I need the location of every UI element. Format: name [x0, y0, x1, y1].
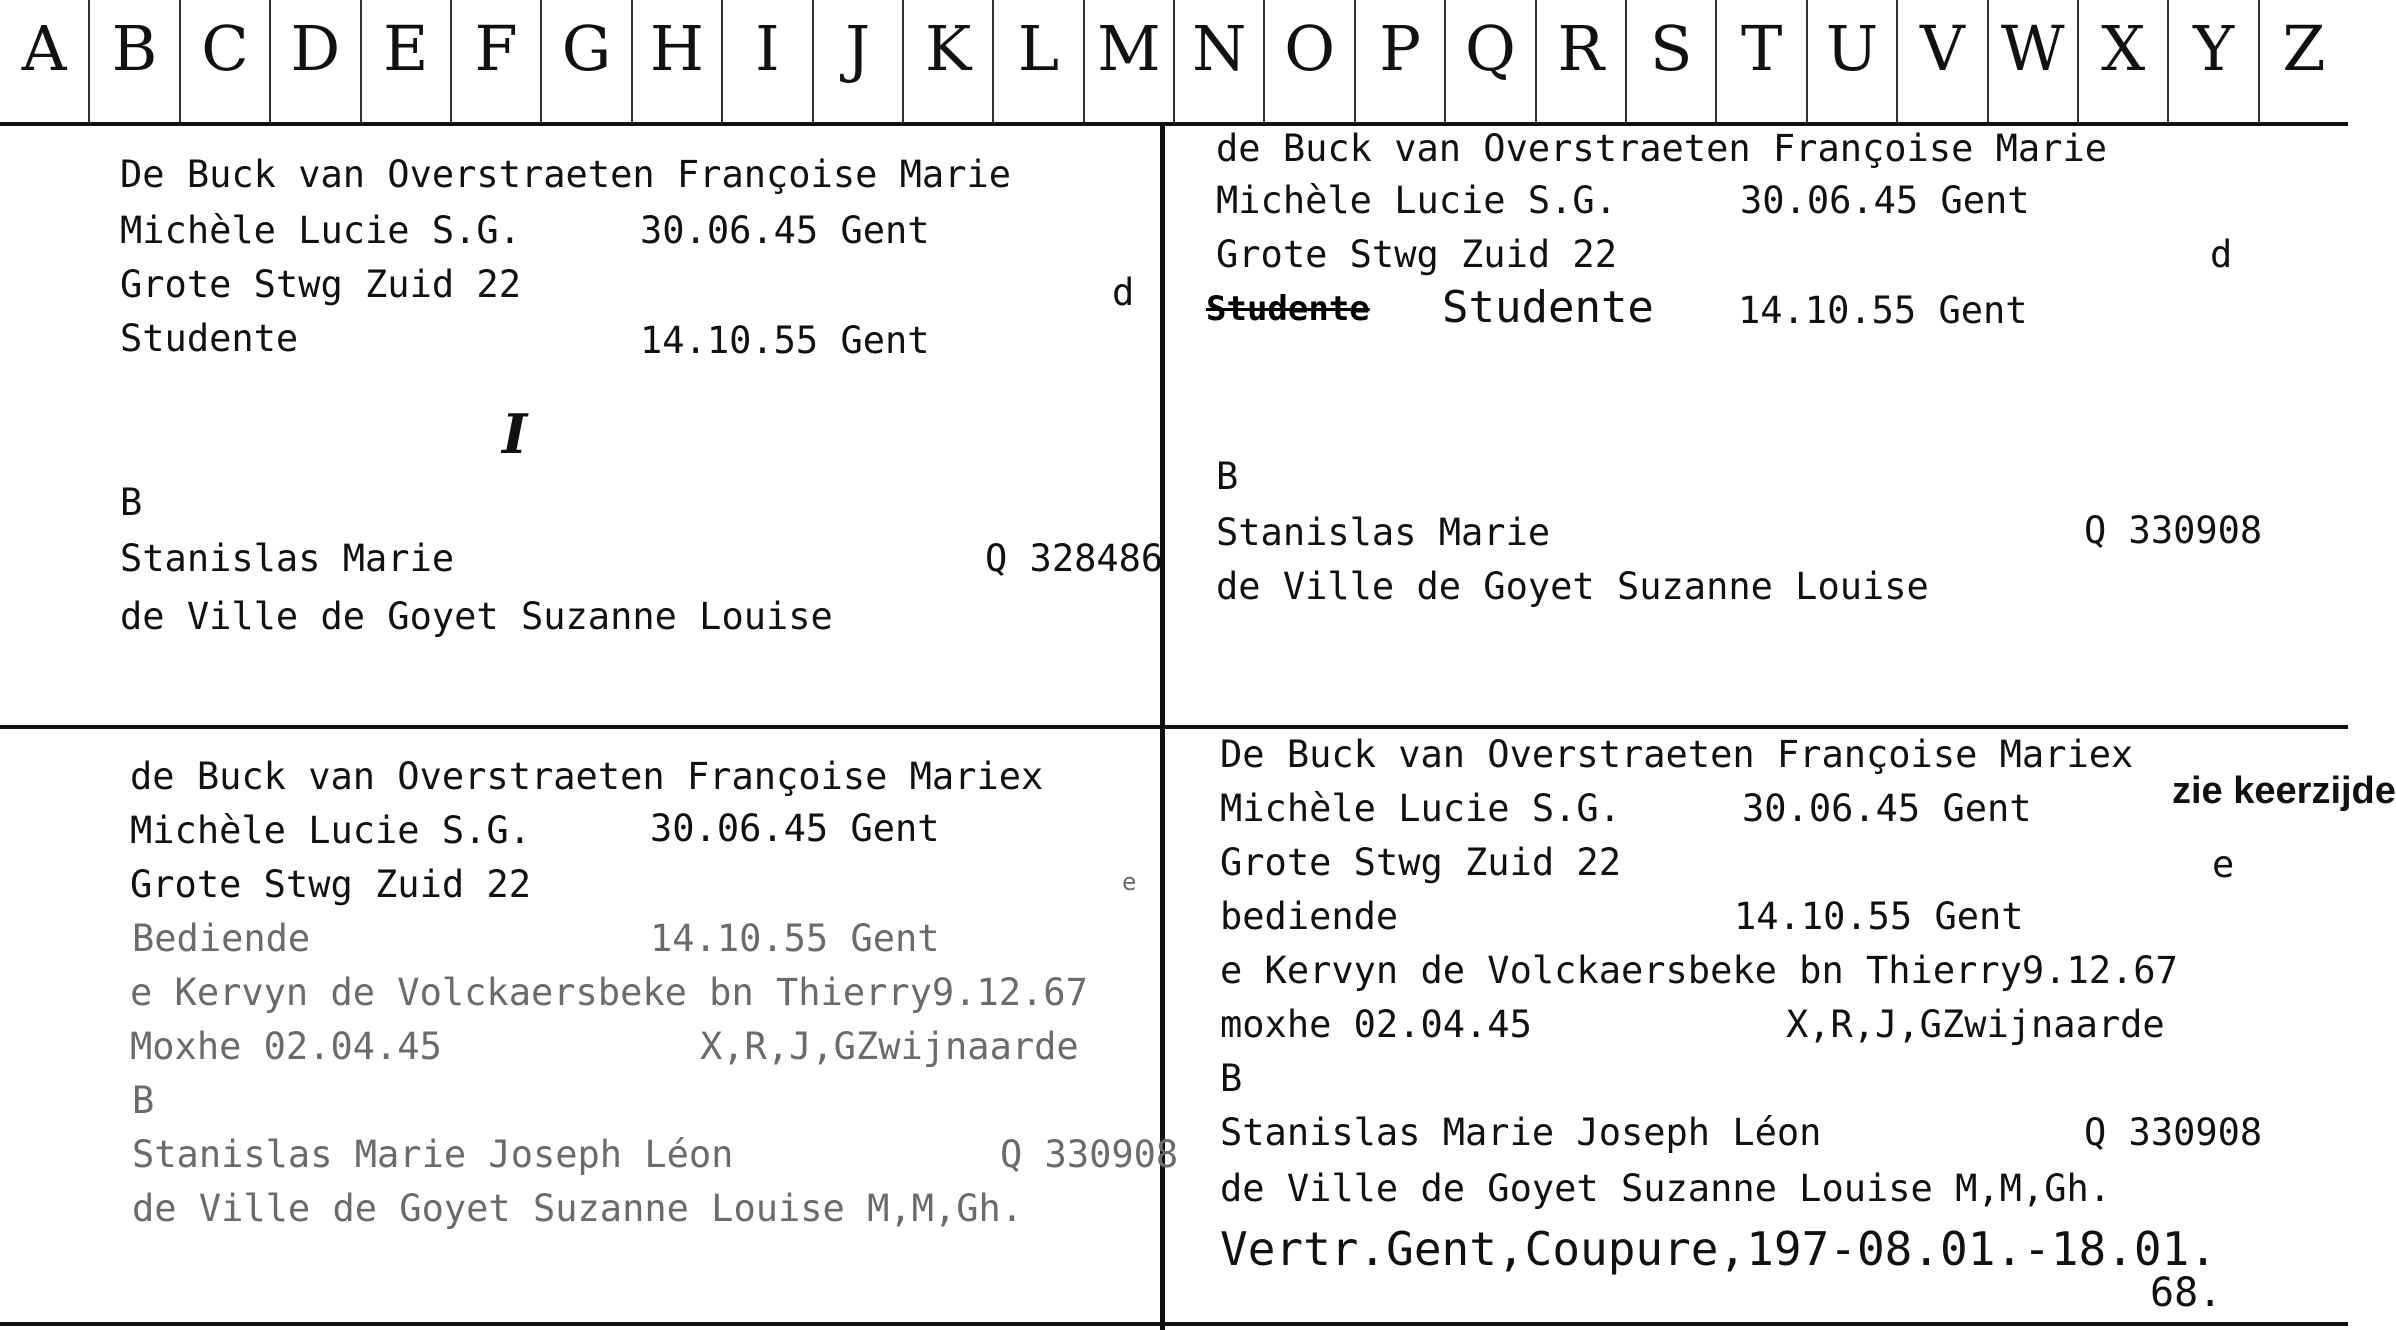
alphabet-letter-d: D [271, 0, 361, 122]
card-name: De Buck van Overstraeten Françoise Marie [120, 153, 1012, 196]
mother-name: de Ville de Goyet Suzanne Louise M,M,Gh. [1220, 1167, 2112, 1210]
mother-name: de Ville de Goyet Suzanne Louise M,M,Gh. [132, 1187, 1024, 1230]
card-given-names: Michèle Lucie S.G. [120, 209, 521, 252]
card-occupation: bediende [1220, 895, 1399, 938]
spouse-place: X,R,J,GZwijnaarde [700, 1025, 1079, 1068]
alphabet-letter-s: S [1627, 0, 1717, 122]
spouse-birth: Moxhe 02.04.45 [130, 1025, 442, 1068]
card-birth: 30.06.45 Gent [1742, 787, 2032, 830]
card-registration: 14.10.55 Gent [650, 917, 940, 960]
alphabet-letter-j: J [814, 0, 904, 122]
alphabet-letter-p: P [1356, 0, 1446, 122]
alphabet-letter-l: L [994, 0, 1084, 122]
card-given-names: Michèle Lucie S.G. [1220, 787, 1621, 830]
alphabet-letter-o: O [1265, 0, 1355, 122]
alphabet-letter-t: T [1717, 0, 1807, 122]
card-code: d [1112, 271, 1135, 314]
alphabet-letter-m: M [1085, 0, 1175, 122]
card-code: e [2212, 843, 2235, 886]
father-name: Stanislas Marie [120, 537, 455, 580]
card-occupation: Studente [120, 317, 299, 360]
transfer-year: 68. [2150, 1270, 2223, 1316]
q-number: Q 330908 [1000, 1133, 1179, 1176]
alphabet-letter-q: Q [1446, 0, 1536, 122]
q-number: Q 328486 [985, 537, 1164, 580]
alphabet-letter-x: X [2079, 0, 2169, 122]
card-address: Grote Stwg Zuid 22 [1220, 841, 1621, 884]
q-number: Q 330908 [2084, 1111, 2263, 1154]
alphabet-letter-f: F [452, 0, 542, 122]
alphabet-letter-a: A [0, 0, 90, 122]
handwritten-mark: I [502, 402, 528, 466]
spouse-birth: moxhe 02.04.45 [1220, 1003, 1532, 1046]
alphabet-letter-y: Y [2169, 0, 2259, 122]
card-top-left [0, 126, 1162, 726]
mother-name: de Ville de Goyet Suzanne Louise [1216, 565, 1929, 608]
card-bottom-left [0, 730, 1179, 1330]
father-name: Stanislas Marie Joseph Léon [132, 1133, 734, 1176]
alphabet-letter-i: I [723, 0, 813, 122]
card-occupation: Studente [1442, 282, 1654, 333]
parent-label: B [1220, 1057, 1243, 1100]
card-given-names: Michèle Lucie S.G. [1216, 179, 1617, 222]
spouse-line: e Kervyn de Volckaersbeke bn Thierry9.12.67 [130, 971, 1088, 1014]
card-bottom-right [1166, 730, 2396, 1330]
mother-name: de Ville de Goyet Suzanne Louise [120, 595, 833, 638]
card-name: De Buck van Overstraeten Françoise Mariex [1220, 733, 2134, 776]
card-registration: 14.10.55 Gent [1738, 289, 2028, 332]
alphabet-letter-v: V [1898, 0, 1988, 122]
card-given-names: Michèle Lucie S.G. [130, 809, 531, 852]
see-reverse-note: zie keerzijde [2172, 770, 2396, 812]
card-address: Grote Stwg Zuid 22 [1216, 233, 1617, 276]
alphabet-letter-e: E [362, 0, 452, 122]
alphabet-letter-k: K [904, 0, 994, 122]
parent-label: B [132, 1079, 155, 1122]
card-name: de Buck van Overstraeten Françoise Marie [1216, 127, 2108, 170]
card-birth: 30.06.45 Gent [650, 807, 940, 850]
card-occupation: Bediende [132, 917, 311, 960]
parent-label: B [1216, 455, 1239, 498]
card-top-right [1166, 126, 2348, 726]
card-code: d [2210, 233, 2233, 276]
transfer-note: Vertr.Gent,Coupure,197-08.01.-18.01. [1220, 1222, 2217, 1276]
father-name: Stanislas Marie [1216, 511, 1551, 554]
alphabet-index-strip [0, 0, 2348, 126]
alphabet-letter-c: C [181, 0, 271, 122]
card-birth: 30.06.45 Gent [640, 209, 930, 252]
alphabet-letter-b: B [90, 0, 180, 122]
card-name: de Buck van Overstraeten Françoise Mariex [130, 755, 1044, 798]
struck-occupation: Studente [1206, 289, 1370, 329]
card-code: e [1122, 868, 1137, 896]
alphabet-letter-n: N [1175, 0, 1265, 122]
alphabet-letter-r: R [1537, 0, 1627, 122]
card-registration: 14.10.55 Gent [640, 319, 930, 362]
parent-label: B [120, 481, 143, 524]
alphabet-letter-g: G [542, 0, 632, 122]
card-registration: 14.10.55 Gent [1734, 895, 2024, 938]
card-birth: 30.06.45 Gent [1740, 179, 2030, 222]
alphabet-letter-w: W [1989, 0, 2079, 122]
spouse-place: X,R,J,GZwijnaarde [1786, 1003, 2165, 1046]
alphabet-letter-u: U [1808, 0, 1898, 122]
card-address: Grote Stwg Zuid 22 [120, 263, 521, 306]
alphabet-letter-z: Z [2282, 12, 2326, 85]
card-address: Grote Stwg Zuid 22 [130, 863, 531, 906]
q-number: Q 330908 [2084, 509, 2263, 552]
alphabet-letter-h: H [633, 0, 723, 122]
father-name: Stanislas Marie Joseph Léon [1220, 1111, 1822, 1154]
spouse-line: e Kervyn de Volckaersbeke bn Thierry9.12.67 [1220, 949, 2178, 992]
